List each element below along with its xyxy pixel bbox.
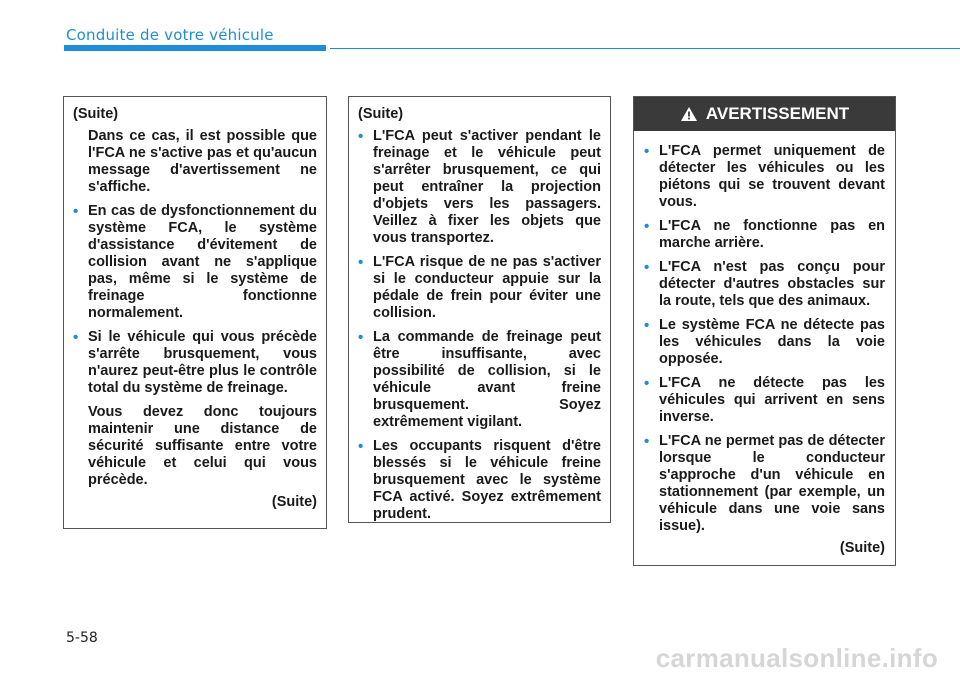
suite-label: (Suite)	[358, 106, 404, 122]
header-accent-bar	[64, 45, 326, 51]
list-item-text: Le système FCA ne détecte pas les véhicules dans la voie opposée.	[659, 317, 885, 367]
list-item	[644, 433, 885, 535]
watermark: carmanualsonline.info	[655, 643, 938, 673]
list-item-text: L'FCA risque de ne pas s'activer si le conducteur appuie sur la pédale de frein pour éviter une collision.	[373, 254, 601, 321]
bullet-icon: •	[73, 203, 79, 220]
intro-paragraph: Dans ce cas, il est possible que l'FCA ne s'active pas et qu'aucun message d'avertissement ne s'affiche.	[88, 128, 317, 195]
warning-triangle-icon	[680, 106, 698, 122]
list-item-text: L'FCA ne permet pas de détecter lorsque le conducteur s'approche d'un véhicule en stationnement (par exemple, un véhicule dans une voie sans issue).	[659, 433, 885, 534]
follow-paragraph: Vous devez donc toujours maintenir une distance de sécurité suffisante entre votre véhicule et celui qui vous précède.	[88, 404, 317, 488]
list-item-text: Les occupants risquent d'être blessés si le véhicule freine brusquement avec le système FCA activé. Soyez extrêmement prudent.	[373, 438, 601, 522]
bullet-icon: •	[644, 143, 650, 160]
warning-box	[633, 96, 896, 566]
list-item-text: La commande de freinage peut être insuffisante, avec possibilité de collision, si le véhicule avant freine brusquement. Soyez extrêmement vigilant.	[373, 329, 601, 430]
bullet-icon: •	[644, 433, 650, 450]
suite-label: (Suite)	[73, 106, 119, 122]
page-number: 5-58	[66, 630, 98, 646]
list-item-text: En cas de dysfonctionnement du système FCA, le système d'assistance d'évitement de collision avant ne s'applique pas, même si le système de freinage fonctionne normalement.	[88, 203, 317, 321]
list-item-text: Si le véhicule qui vous précède s'arrête brusquement, vous n'aurez peut-être plus le contrôle total du système de freinage.	[88, 329, 317, 396]
warning-header	[634, 97, 895, 131]
list-item	[358, 254, 601, 322]
continued-label: (Suite)	[839, 540, 885, 556]
list-item-text: L'FCA permet uniquement de détecter les véhicules ou les piétons qui se trouvent devant vous.	[659, 143, 885, 210]
bullet-icon: •	[644, 259, 650, 276]
bullet-icon: •	[358, 438, 364, 455]
bullet-icon: •	[358, 329, 364, 346]
continuation-box-middle	[348, 96, 611, 523]
bullet-icon: •	[644, 218, 650, 235]
bullet-icon: •	[358, 254, 364, 271]
list-item	[73, 203, 317, 322]
list-item	[644, 375, 885, 426]
bullet-icon: •	[644, 317, 650, 334]
list-item-text: L'FCA ne détecte pas les véhicules qui arrivent en sens inverse.	[659, 375, 885, 425]
list-item-text: L'FCA peut s'activer pendant le freinage et le véhicule peut s'arrêter brusquement, ce qui peut entraîner la projection d'objets vers les passagers. Veillez à fixer les objets que vous transportez.	[373, 128, 601, 246]
list-item	[358, 128, 601, 247]
bullet-icon: •	[73, 329, 79, 346]
continuation-box-left	[63, 96, 327, 529]
list-item	[73, 329, 317, 397]
warning-title: AVERTISSEMENT	[705, 104, 850, 123]
list-item	[644, 143, 885, 211]
list-item	[644, 259, 885, 310]
list-item	[358, 438, 601, 523]
list-item-text: L'FCA ne fonctionne pas en marche arrière.	[659, 218, 885, 251]
continued-label: (Suite)	[271, 494, 317, 510]
bullet-icon: •	[358, 128, 364, 145]
bullet-icon: •	[644, 375, 650, 392]
warning-body	[634, 131, 895, 557]
list-item	[644, 218, 885, 252]
header-rule	[330, 48, 960, 49]
list-item	[644, 317, 885, 368]
list-item	[358, 329, 601, 431]
section-title: Conduite de votre véhicule	[66, 26, 274, 44]
list-item-text: L'FCA n'est pas conçu pour détecter d'autres obstacles sur la route, tels que des animaux.	[659, 259, 885, 309]
